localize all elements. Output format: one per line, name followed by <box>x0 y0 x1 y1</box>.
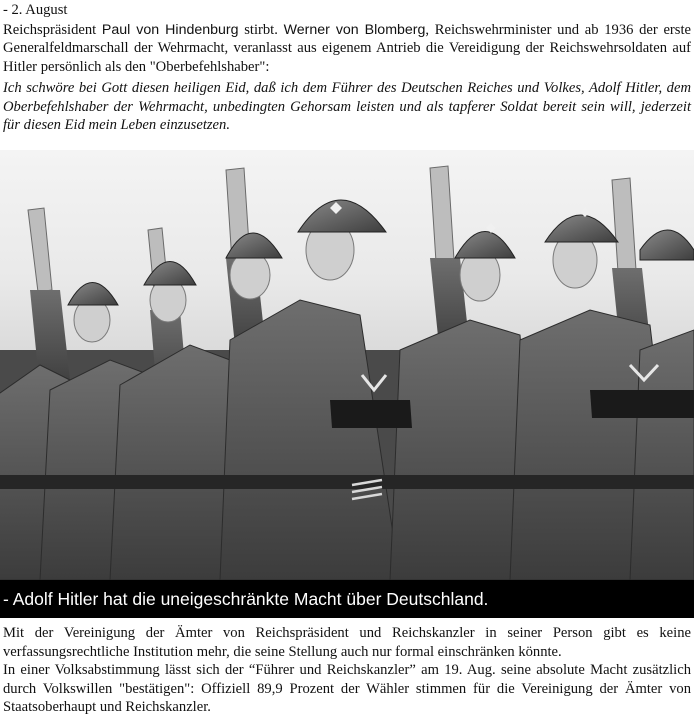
footer-paragraph-1: Mit der Vereinigung der Ämter von Reichspräsident und Reichskanzler in seiner Person gibt es keine verfassungsrechtliche Institution mehr, die seine Stellung auch nur formal einschränken könnte. <box>3 625 691 660</box>
intro-text-1: Reichspräsident <box>3 21 102 38</box>
intro-section <box>3 1 691 135</box>
date-heading: - 2. August <box>3 2 68 18</box>
soldiers-oath-photo <box>0 150 694 580</box>
intro-paragraph <box>3 21 691 77</box>
headline-banner: - Adolf Hitler hat die uneigeschränkte Macht über Deutschland. <box>0 580 694 618</box>
intro-text-3: , Reichswehrminister und ab 1936 der erste Generalfeldmarschall der Wehrmacht, veranlasst aus eigenem Antrieb die Vereidigung der Reichswehrsoldaten auf Hitler persönlich als den "Oberbefehlshaber": <box>3 21 692 75</box>
footer-paragraph-2: In einer Volksabstimmung lässt sich der “Führer und Reichskanzler” am 19. Aug. seine absolute Macht zusätzlich durch Volkswillen "bestätigen": Offiziell 89,9 Prozent der Wähler stimmen für die Vereinigung der Ämter von Staatsoberhaupt und Reichskanzler. <box>3 662 691 716</box>
oath-quote: Ich schwöre bei Gott diesen heiligen Eid, daß ich dem Führer des Deutschen Reiches und Volkes, Adolf Hitler, dem Oberbefehlshaber der Wehrmacht, unbedingten Gehorsam leisten und als tapferer Soldat bereit sein will, jederzeit für diesen Eid mein Leben einzusetzen. <box>3 80 691 133</box>
name-hindenburg: Paul von Hindenburg <box>101 21 239 38</box>
footer-section <box>3 624 691 717</box>
photo-illustration <box>0 150 694 580</box>
name-blomberg: Werner von Blomberg <box>283 21 426 38</box>
intro-text-2: stirbt. <box>238 21 284 38</box>
